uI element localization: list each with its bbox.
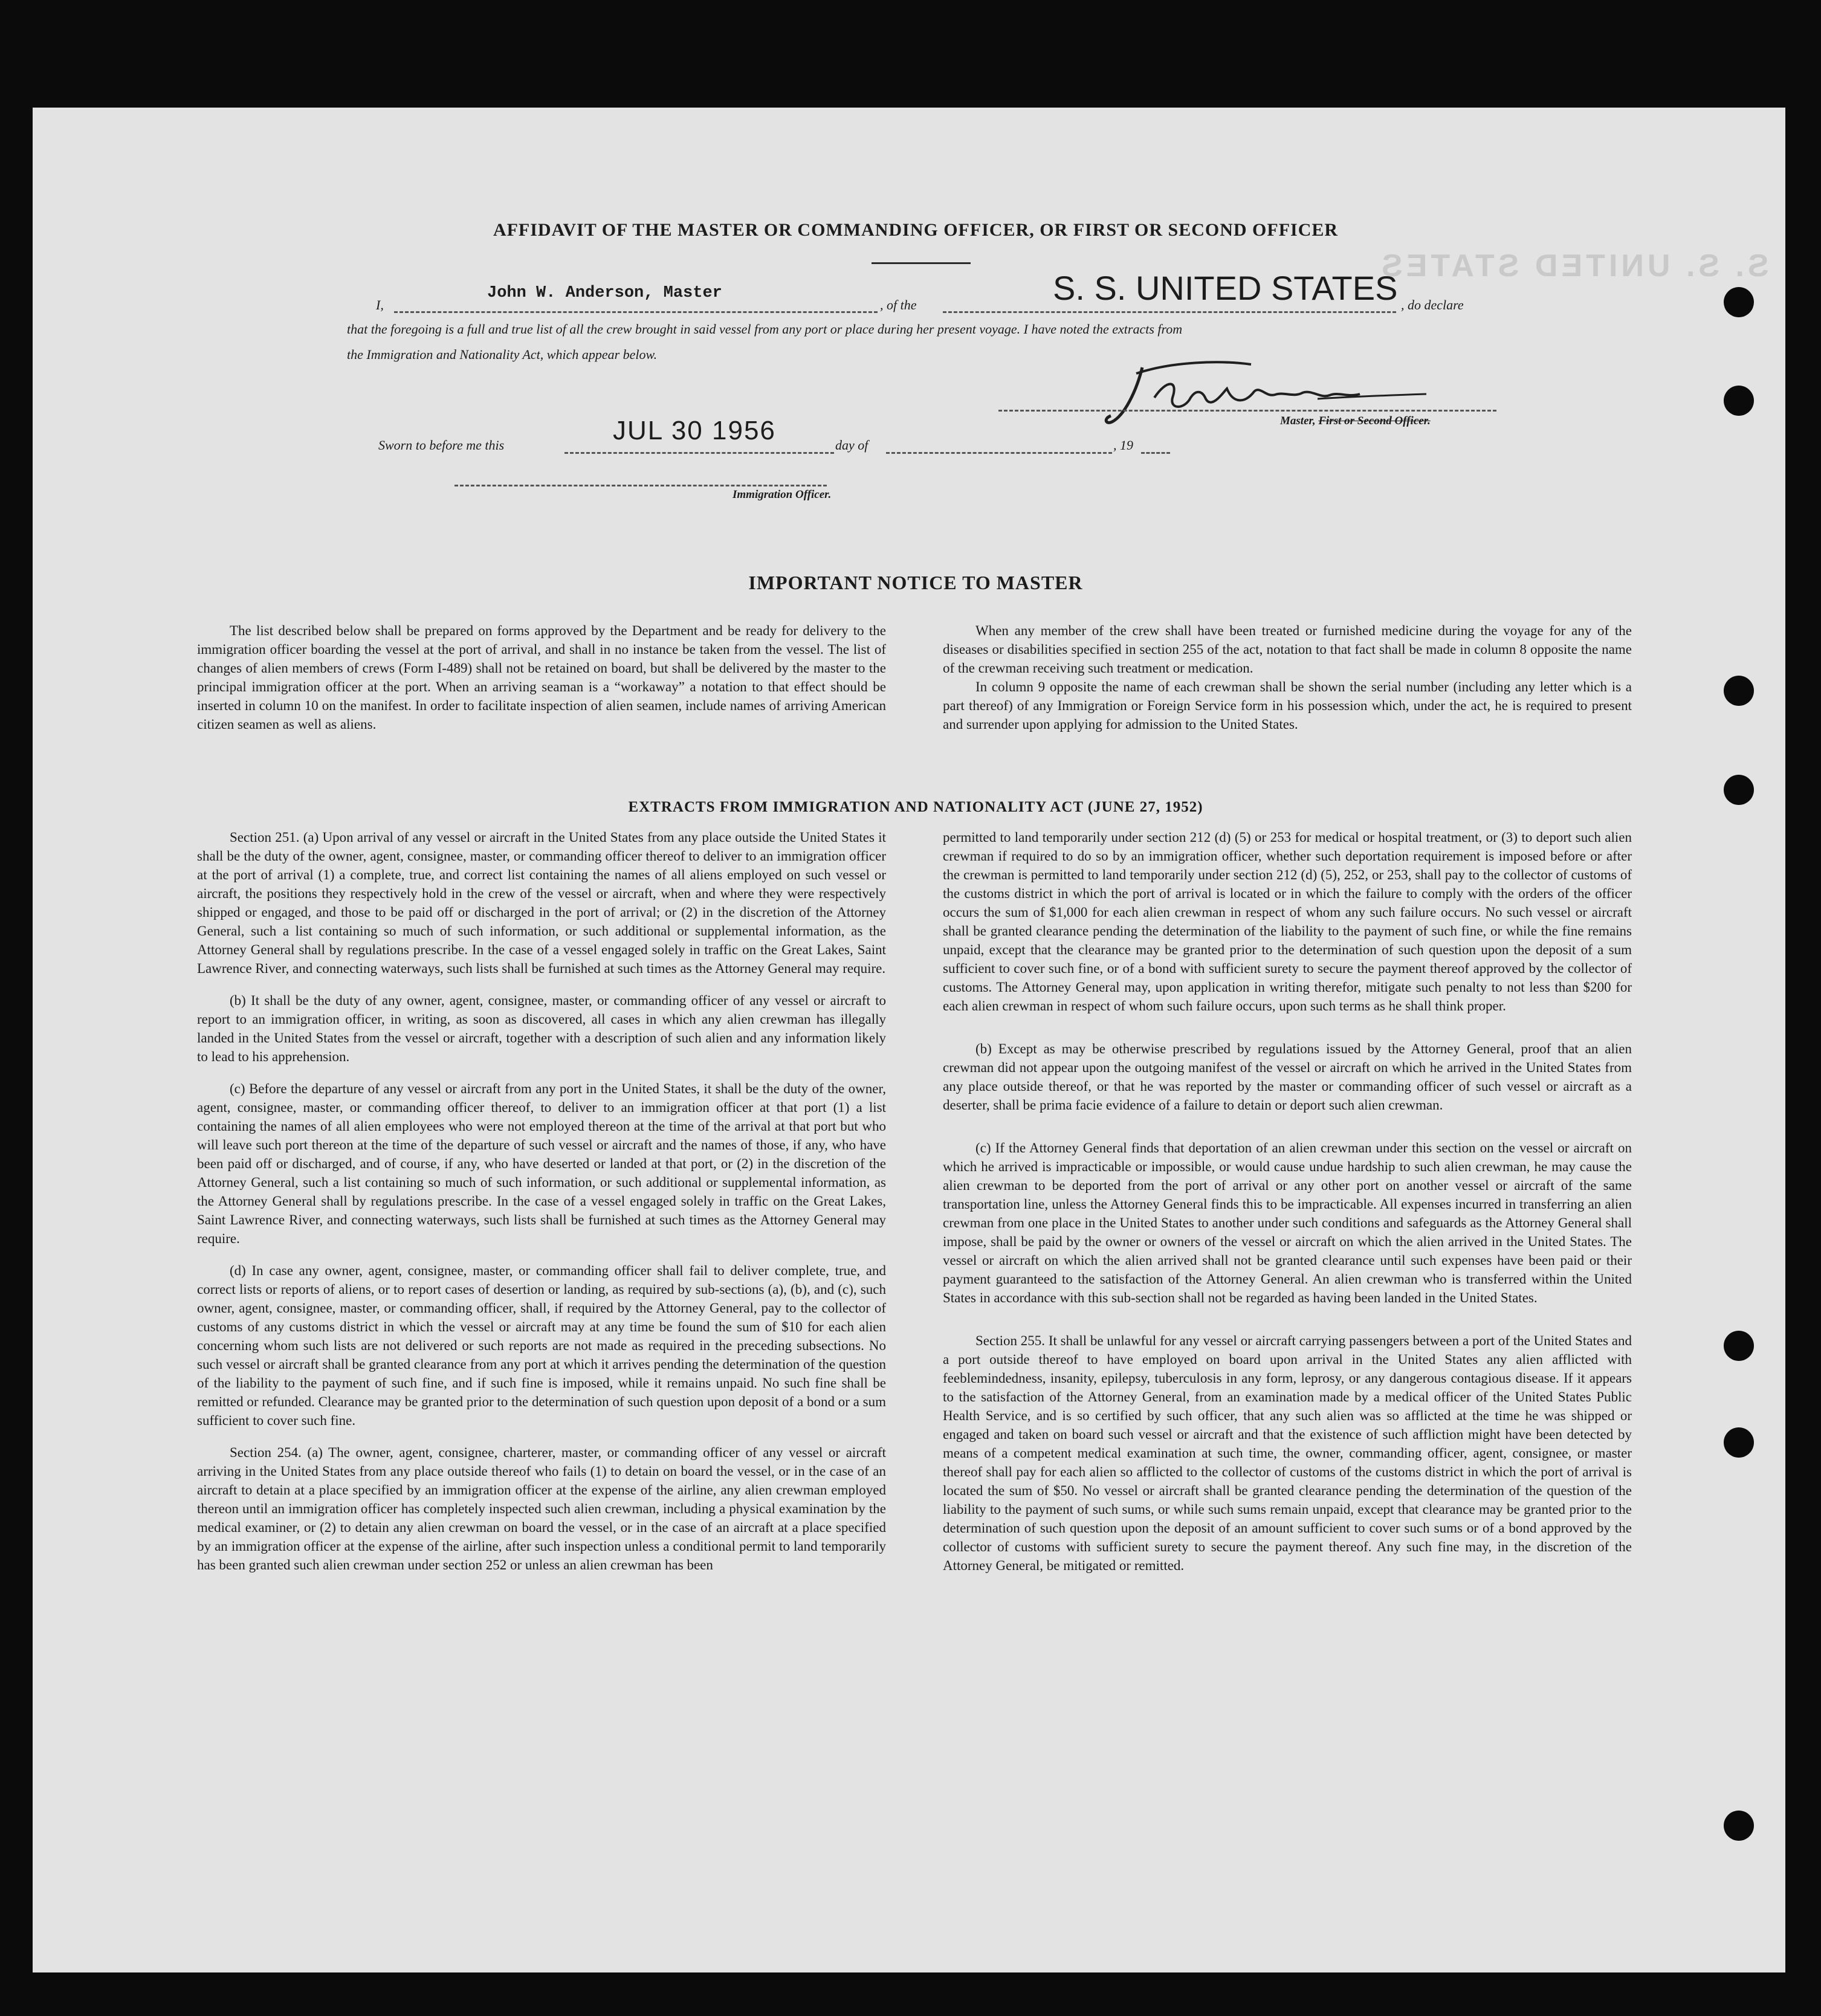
vessel-blank-line <box>943 311 1396 313</box>
declaration-line-1: that the foregoing is a full and true list of all the crew brought in said vessel from any port or place during her present voyage. I have noted the extracts from <box>347 321 1183 337</box>
sworn-date-stamp: JUL 30 1956 <box>613 416 776 445</box>
extract-paragraph: Section 251. (a) Upon arrival of any vessel or aircraft in the United States from any place outside the United States it shall be the duty of the owner, agent, consignee, master, or commanding officer thereof to deliver to an immigration officer at the port of arrival (1) a complete, true, and correct list containing the names of all aliens employed on such vessel or aircraft, the positions they respectively hold in the crew of the vessel or aircraft, when and where they were respectively shipped or engaged, and those to be paid off or discharged in the port of arrival; or (2) in the discretion of the Attorney General, such a list containing so much of such information, or such additional or supplemental information, as the Attorney General shall by regulations prescribe. In the case of a vessel engaged solely in traffic on the Great Lakes, Saint Lawrence River, and connecting waterways, such lists shall be furnished at such times as the Attorney General may require. <box>197 830 886 976</box>
sworn-prefix: Sworn to before me this <box>378 438 505 453</box>
affidavit-title: AFFIDAVIT OF THE MASTER OR COMMANDING OFFICER, OR FIRST OR SECOND OFFICER <box>493 220 1339 240</box>
punch-hole <box>1724 775 1754 805</box>
signature-blank-line <box>998 410 1496 412</box>
sworn-day-blank-line <box>564 452 834 454</box>
punch-hole <box>1724 1811 1754 1841</box>
title-underline <box>872 262 971 264</box>
extracts-left-column <box>197 828 886 1588</box>
extract-paragraph: permitted to land temporarily under section 212 (d) (5) or 253 for medical or hospital treatment, or (3) to deport such alien crewman if required to do so by an immigration officer, whether such deportation requirement is imposed before or after the crewman is permitted to land temporarily under section 212 (d) (5), 252, or 253, shall pay to the collector of customs of the customs district in which the port of arrival is located or in which the failure to comply with the orders of the officer occurs the sum of $1,000 for each alien crewman in respect of whom any such failure occurs. No such vessel or aircraft shall be granted clearance pending the determination of the liability to the payment of such fine, or while the fine remains unpaid, except that the clearance may be granted prior to the determination of such question upon the deposit of a sum sufficient to cover such fine, or of a bond with sufficient surety to secure the payment thereof approved by the collector of customs. The Attorney General may, upon application in writing therefor, mitigate such penalty to not less than $200 for each alien crewman in respect of whom such failure occurs, upon such terms as he shall think proper. <box>943 830 1632 1013</box>
extract-paragraph: (b) It shall be the duty of any owner, agent, consignee, master, or commanding officer of any vessel or aircraft to report to an immigration officer, in writing, as soon as discovered, all cases in which any alien crewman has illegally landed in the United States from the vessel or aircraft, together with a description of such alien and any information likely to lead to his apprehension. <box>197 993 886 1064</box>
notice-paragraph: In column 9 opposite the name of each crewman shall be shown the serial number (including any letter which is a part thereof) of any Immigration or Foreign Service form in his possession which, under the act, he is required to present and surrender upon applying for admission to the United States. <box>943 679 1632 732</box>
punch-hole <box>1724 287 1754 317</box>
name-blank-line <box>394 311 878 313</box>
notice-paragraph: The list described below shall be prepared on forms approved by the Department and be ready for delivery to the immigration officer boarding the vessel at the port of arrival, and shall in no instance be taken from the vessel. The list of changes of alien members of crews (Form I-489) shall not be retained on board, but shall be delivered by the master to the principal immigration officer at the port. When an arriving seaman is a “workaway” a notation to that effect should be inserted in column 10 on the manifest. In order to facilitate inspection of alien seamen, include names of arriving American citizen seamen as well as aliens. <box>197 623 886 732</box>
day-of-label: day of <box>835 438 868 453</box>
extract-paragraph: (b) Except as may be otherwise prescribed by regulations issued by the Attorney General, proof that an alien crewman did not appear upon the outgoing manifest of the vessel or aircraft on which he arrived in the United States from any place outside thereof, or that he was reported by the master or commanding officer of such vessel or aircraft as a deserter, shall be prima facie evidence of a failure to detain or deport such alien crewman. <box>943 1041 1632 1113</box>
declaration-line-2: the Immigration and Nationality Act, which appear below. <box>347 347 658 362</box>
notice-title: IMPORTANT NOTICE TO MASTER <box>748 572 1083 593</box>
punch-hole <box>1724 1331 1754 1361</box>
month-blank-line <box>886 452 1112 454</box>
year-label: , 19 <box>1113 438 1133 453</box>
extract-paragraph: (c) Before the departure of any vessel or aircraft from any port in the United States, it shall be the duty of the owner, agent, consignee, master, or commanding officer thereof, to deliver to an immigration officer at that port (1) a list containing the names of all alien employees who were not employed thereon at the time of the arrival at that port but who will leave such port thereon at the time of the departure of such vessel or aircraft and the names of those, if any, who have been paid off or discharged, and of course, if any, who have deserted or landed at that port, or (2) in the discretion of the Attorney General, such a list containing so much of such information, or such additional or supplemental information, as the Attorney General shall by regulations prescribe. In the case of a vessel engaged solely in traffic on the Great Lakes, Saint Lawrence River, and connecting waterways, such lists shall be furnished at such times as the Attorney General may require. <box>197 1081 886 1246</box>
notice-right-column <box>943 621 1632 747</box>
i-prefix: I, <box>376 297 384 312</box>
master-title-label <box>1280 415 1431 428</box>
extract-paragraph: Section 254. (a) The owner, agent, consignee, charterer, master, or commanding officer of any vessel or aircraft arriving in the United States from any place outside thereof who fails (1) to detain on board the vessel, or in the case of an aircraft to detain at a place specified by an immigration officer at the expense of the airline, any alien crewman employed thereon until an immigration officer has completely inspected such alien crewman, including a physical examination by the medical examiner, or (2) to detain any alien crewman on board the vessel, or in the case of an aircraft at a place specified by an immigration officer at the expense of the airline, after such inspection unless a conditional permit to land temporarily has been granted such alien crewman under section 252 or unless an alien crewman has been <box>197 1445 886 1572</box>
officer-blank-line <box>454 485 827 486</box>
extracts-title: EXTRACTS FROM IMMIGRATION AND NATIONALITY ACT (JUNE 27, 1952) <box>628 799 1203 815</box>
extracts-right-column <box>943 828 1632 1588</box>
extract-paragraph: (c) If the Attorney General finds that deportation of an alien crewman under this section on the vessel or aircraft on which he arrived is impracticable or impossible, or would cause undue hardship to such alien crewman, he may cause the alien crewman to be deported from the port of arrival or any other port on another vessel or aircraft of the same transportation line, unless the Attorney General finds this to be impracticable. All expenses incurred in transferring an alien crewman from one place in the United States to another under such conditions and safeguards as the Attorney General shall impose, shall be paid by the owner or owners of the vessel or aircraft on which the alien arrived in the United States. The vessel or aircraft on which the alien arrived shall not be granted clearance until such expenses have been paid or their payment guaranteed to the satisfaction of the Attorney General. An alien crewman who is transferred within the United States in accordance with this sub-section shall not be regarded as having been landed in the United States. <box>943 1140 1632 1305</box>
notice-paragraph: When any member of the crew shall have been treated or furnished medicine during the voyage for any of the diseases or disabilities specified in section 255 of the act, notation to that fact shall be made in column 8 opposite the name of the crewman receiving such treatment or medication. <box>943 623 1632 676</box>
do-declare-label: , do declare <box>1401 297 1464 312</box>
bleed-through-text: S. S. UNITED STATES <box>1378 248 1769 283</box>
struck-officer-label: First or Second Officer. <box>1318 415 1431 427</box>
punch-hole <box>1724 676 1754 706</box>
of-the-label: , of the <box>880 297 917 312</box>
master-name: John W. Anderson, Master <box>487 284 722 302</box>
extract-paragraph: Section 255. It shall be unlawful for any vessel or aircraft carrying passengers between a port of the United States and a port outside thereof to have employed on board upon arrival in the United States any alien afflicted with feeblemindedness, insanity, epilepsy, tuberculosis in any form, leprosy, or any dangerous contagious disease. If it appears to the satisfaction of the Attorney General, from an examination made by a medical officer of the United States Public Health Service, and is so certified by such officer, that any such alien was so afflicted at the time he was shipped or engaged and taken on board such vessel or aircraft and that the existence of such affliction might have been detected by means of a competent medical examination at such time, the owner, commanding officer, agent, consignee, or master thereof shall pay for each alien so afflicted to the collector of customs of the customs district in which the port of arrival is located the sum of $50. No vessel or aircraft shall be granted clearance pending the determination of the question of the liability to the payment of such sums, or while such sums remain unpaid, except that clearance may be granted prior to the determination of such question upon the deposit of an amount sufficient to cover such sums or of a bond approved by the collector of customs with sufficient surety to secure the payment thereof. Any such fine may, in the discretion of the Attorney General, be mitigated or remitted. <box>943 1333 1632 1573</box>
extract-paragraph: (d) In case any owner, agent, consignee, master, or commanding officer shall fail to deliver complete, true, and correct lists or reports of aliens, or to report cases of desertion or landing, as required by sub-sections (a), (b), and (c), such owner, agent, consignee, master, or commanding officer, shall, if required by the Attorney General, pay to the collector of customs of any customs district in which the vessel or aircraft may at any time be found the sum of $10 for each alien concerning whom such lists are not delivered or such reports are not made as required in the preceding subsections. No such vessel or aircraft shall be granted clearance from any port at which it arrives pending the determination of the question of the liability to the payment of such fine, and if such fine is imposed, while it remains unpaid. No such fine shall be remitted or refunded. Clearance may be granted prior to the determination of such question upon deposit of a bond or a sum sufficient to cover such fine. <box>197 1263 886 1428</box>
immigration-officer-label: Immigration Officer. <box>733 488 832 501</box>
vessel-name-stamp: S. S. UNITED STATES <box>1053 269 1398 307</box>
punch-hole <box>1724 386 1754 416</box>
notice-left-column <box>197 621 886 747</box>
year-blank-line <box>1141 452 1170 454</box>
master-label: Master, <box>1280 415 1316 427</box>
punch-hole <box>1724 1427 1754 1458</box>
